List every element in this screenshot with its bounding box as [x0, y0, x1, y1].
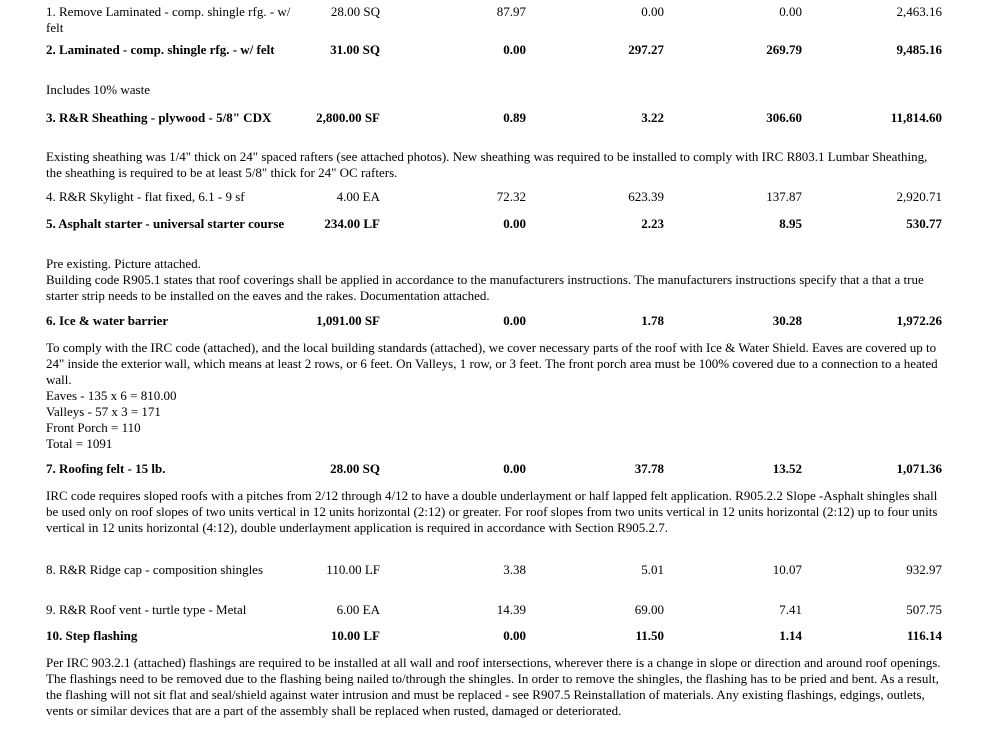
item-total: 507.75 — [906, 602, 942, 617]
item-remove-price: 14.39 — [496, 602, 526, 617]
item-remove-price: 0.00 — [503, 461, 526, 476]
item-tax: 8.95 — [779, 216, 802, 231]
item-remove-price: 0.00 — [503, 628, 526, 643]
item-tax: 7.41 — [779, 602, 802, 617]
item-quantity: 28.00 SQ — [330, 461, 380, 476]
item-replace-price: 69.00 — [634, 602, 664, 617]
item-replace-price: 11.50 — [635, 628, 664, 643]
item-remove-price: 0.00 — [503, 42, 526, 57]
item-quantity: 6.00 EA — [336, 602, 380, 617]
note-text: Per IRC 903.2.1 (attached) flashings are required to be installed at all wall and roof intersections, wherever there is a change in slope or direction and around roof openings. — [46, 655, 941, 670]
item-note — [46, 340, 946, 452]
item-description: 9. R&R Roof vent - turtle type - Metal — [46, 602, 247, 617]
note-text: Total = 1091 — [46, 436, 113, 451]
note-text: Pre existing. Picture attached. — [46, 256, 201, 271]
item-tax: 0.00 — [779, 4, 802, 19]
item-replace-price: 297.27 — [628, 42, 664, 57]
item-total: 530.77 — [906, 216, 942, 231]
item-description: 6. Ice & water barrier — [46, 313, 169, 328]
item-quantity: 28.00 SQ — [330, 4, 380, 19]
item-total: 1,972.26 — [896, 313, 942, 328]
note-text: The flashings need to be removed due to the flashing being nailed to/through the shingles. In order to remove the shingles, the flashing has to be pried and bent. As a result, the flashing will not sit flat and seal/shield against water intrusion and must be replaced - see R907.5 Reinstallation of materials. Any existing flashings, edgings, outlets, vents or similar devices that are a part of the assembly shall be replaced when rusted, damaged or deteriorated. — [46, 671, 939, 718]
item-replace-price: 5.01 — [641, 562, 664, 577]
item-tax: 269.79 — [766, 42, 802, 57]
item-description: 4. R&R Skylight - flat fixed, 6.1 - 9 sf — [46, 189, 245, 204]
note-text: Valleys - 57 x 3 = 171 — [46, 404, 161, 419]
item-total: 116.14 — [906, 628, 942, 643]
item-description: 2. Laminated - comp. shingle rfg. - w/ felt — [46, 42, 275, 57]
item-quantity: 1,091.00 SF — [316, 313, 380, 328]
item-description: 10. Step flashing — [46, 628, 138, 643]
note-text: Includes 10% waste — [46, 82, 150, 97]
item-remove-price: 0.89 — [503, 110, 526, 125]
item-remove-price: 3.38 — [503, 562, 526, 577]
item-quantity: 110.00 LF — [326, 562, 380, 577]
item-note — [46, 256, 946, 304]
item-tax: 13.52 — [772, 461, 802, 476]
item-tax: 137.87 — [766, 189, 802, 204]
note-text: IRC code requires sloped roofs with a pitches from 2/12 through 4/12 to have a double underlayment or half lapped felt application. R905.2.2 Slope -Asphalt shingles shall be used only on roof slopes of two units vertical in 12 units horizontal (2:12) or greater. For roof slopes from two units vertical in 12 units horizontal (2:12) up to four units vertical in 12 units horizontal (4:12), double underlayment application is required in accordance with Section R905.2.7. — [46, 488, 938, 535]
item-total: 11,814.60 — [890, 110, 942, 125]
item-note — [46, 488, 946, 536]
item-remove-price: 0.00 — [503, 216, 526, 231]
item-quantity: 2,800.00 SF — [316, 110, 380, 125]
item-replace-price: 1.78 — [641, 313, 664, 328]
item-note — [46, 655, 946, 719]
item-total: 9,485.16 — [896, 42, 942, 57]
note-text: Building code R905.1 states that roof coverings shall be applied in accordance to the manufacturers instructions. The manufacturers instructions specify that a that a true starter strip needs to be installed on the eaves and the rakes. Documentation attached. — [46, 272, 924, 303]
item-description: 1. Remove Laminated - comp. shingle rfg. - w/ felt — [46, 4, 291, 35]
item-total: 1,071.36 — [896, 461, 942, 476]
item-total: 2,463.16 — [896, 4, 942, 19]
item-note — [46, 82, 946, 98]
item-tax: 10.07 — [772, 562, 802, 577]
item-total: 932.97 — [906, 562, 942, 577]
item-quantity: 4.00 EA — [336, 189, 380, 204]
item-tax: 1.14 — [779, 628, 802, 643]
item-tax: 30.28 — [772, 313, 802, 328]
item-replace-price: 623.39 — [628, 189, 664, 204]
note-text: Eaves - 135 x 6 = 810.00 — [46, 388, 177, 403]
note-text: Front Porch = 110 — [46, 420, 141, 435]
item-description: 8. R&R Ridge cap - composition shingles — [46, 562, 264, 577]
item-remove-price: 87.97 — [496, 4, 526, 19]
item-replace-price: 0.00 — [641, 4, 664, 19]
item-quantity: 31.00 SQ — [330, 42, 380, 57]
item-quantity: 10.00 LF — [330, 628, 380, 643]
note-text: Existing sheathing was 1/4" thick on 24" spaced rafters (see attached photos). New sheathing was required to be installed to comply with IRC R803.1 Lumbar Sheathing, the sheathing is required to be at least 5/8" thick for 24" OC rafters. — [46, 149, 928, 180]
item-replace-price: 3.22 — [641, 110, 664, 125]
item-remove-price: 0.00 — [503, 313, 526, 328]
item-description: 3. R&R Sheathing - plywood - 5/8" CDX — [46, 110, 272, 125]
item-remove-price: 72.32 — [496, 189, 526, 204]
item-description: 7. Roofing felt - 15 lb. — [46, 461, 166, 476]
item-total: 2,920.71 — [896, 189, 942, 204]
item-replace-price: 37.78 — [634, 461, 664, 476]
item-note — [46, 149, 946, 181]
item-replace-price: 2.23 — [641, 216, 664, 231]
note-text: To comply with the IRC code (attached), and the local building standards (attached), we cover necessary parts of the roof with Ice & Water Shield. Eaves are covered up to 24" inside the exterior wall, which means at least 2 rows, or 6 feet. On Valleys, 1 row, or 3 feet. The front porch area must be 100% covered due to a connection to a heated wall. — [46, 340, 938, 387]
item-quantity: 234.00 LF — [324, 216, 380, 231]
item-tax: 306.60 — [766, 110, 802, 125]
item-description: 5. Asphalt starter - universal starter course — [46, 216, 285, 231]
